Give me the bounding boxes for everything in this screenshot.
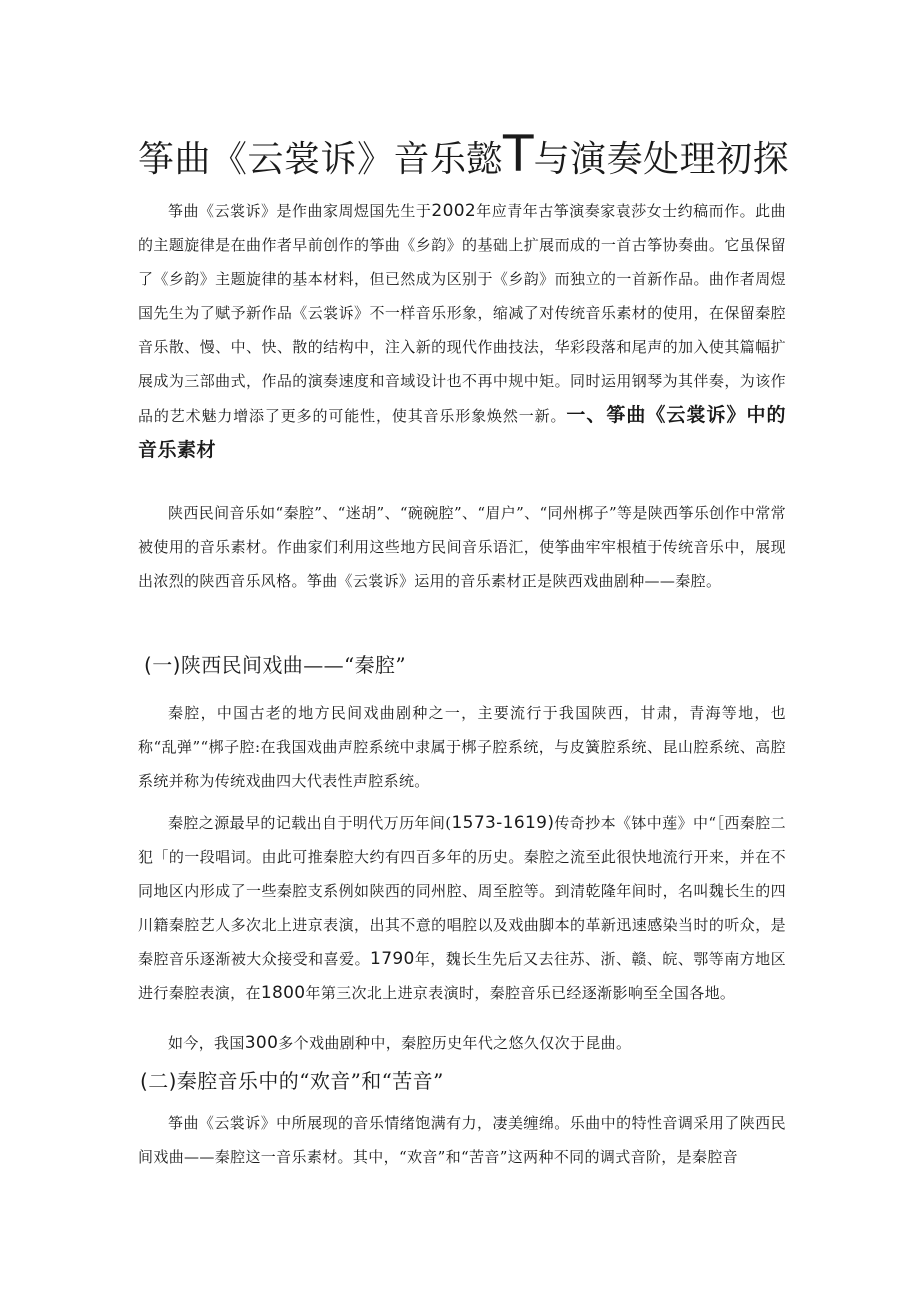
today-number: 300 bbox=[244, 1033, 279, 1053]
subsection-2-text: 筝曲《云裳诉》中所展现的音乐情绪饱满有力，凄美缠绵。乐曲中的特性音调采用了陕西民间戏曲——秦腔这一音乐素材。其中，“欢音”和“苦音”这两种不同的调式音阶，是秦腔音 bbox=[138, 1114, 786, 1166]
section-1-paragraph bbox=[138, 496, 786, 598]
history-year-1790: 1790 bbox=[370, 949, 415, 969]
subsection-2-title: 秦腔音乐中的“欢音”和“苦音” bbox=[176, 1069, 444, 1093]
subsection-2-label: (二) bbox=[140, 1069, 177, 1093]
title-part-1: 筝曲《云裳诉》音乐懿 bbox=[138, 139, 504, 180]
qinqiang-definition-text: 秦腔，中国古老的地方民间戏曲剧种之一，主要流行于我国陕西，甘肃，青海等地，也称“乱弹”“梆子腔:在我国戏曲声腔系统中隶属于梆子腔系统，与皮簧腔系统、昆山腔系统、高腔系统并称为传统戏曲四大代表性声腔系统。 bbox=[138, 704, 786, 790]
intro-year: 2002 bbox=[431, 201, 477, 221]
subsection-1-title: 陕西民间戏曲——“秦腔” bbox=[180, 653, 407, 677]
today-text-b: 多个戏曲剧种中，秦腔历史年代之悠久仅次于昆曲。 bbox=[278, 1034, 632, 1052]
subsection-2-heading bbox=[140, 1066, 444, 1096]
title-part-2: T bbox=[503, 125, 534, 183]
subsection-1-paragraph-2 bbox=[138, 806, 786, 1010]
subsection-1-paragraph-1 bbox=[138, 696, 786, 798]
today-text-a: 如今，我国 bbox=[168, 1034, 245, 1052]
section-1-text: 陕西民间音乐如“秦腔”、“迷胡”、“碗碗腔”、“眉户”、“同州梆子”等是陕西筝乐创作中常常被使用的音乐素材。作曲家们利用这些地方民间音乐语汇，使筝曲牢牢根植于传统音乐中，展现出浓烈的陕西音乐风格。筝曲《云裳诉》运用的音乐素材正是陕西戏曲剧种——秦腔。 bbox=[138, 504, 786, 590]
subsection-1-label: (一) bbox=[144, 653, 181, 677]
intro-text-a: 筝曲《云裳诉》是作曲家周煜国先生于 bbox=[168, 202, 432, 220]
subsection-2-paragraph-1 bbox=[138, 1106, 786, 1174]
document-title bbox=[138, 125, 838, 186]
section-1-heading: 一、筝曲《云裳诉》中的音乐素材 bbox=[138, 404, 786, 461]
history-text-d: 年第三次北上进京表演时，秦腔音乐已经逐渐影响至全国各地。 bbox=[305, 984, 736, 1002]
intro-paragraph bbox=[138, 194, 786, 468]
history-text-c: 年，魏长生先后又去往苏、浙、赣、皖、鄂等南方地区进行秦腔表演，在 bbox=[138, 950, 786, 1002]
subsection-1-paragraph-3 bbox=[138, 1026, 786, 1060]
history-years: 1573-1619) bbox=[451, 813, 555, 833]
subsection-1-heading bbox=[144, 650, 406, 680]
intro-text-b: 年应青年古筝演奏家袁莎女士约稿而作。此曲的主题旋律是在曲作者早前创作的筝曲《乡韵》的基础上扩展而成的一首古筝协奏曲。它虽保留了《乡韵》主题旋律的基本材料，但已然成为区别于《乡韵》而独立的一首新作品。曲作者周煜国先生为了赋予新作品《云裳诉》不一样音乐形象，缩减了对传统音乐素材的使用，在保留秦腔音乐散、慢、中、快、散的结构中，注入新的现代作曲技法，华彩段落和尾声的加入使其篇幅扩展成为三部曲式，作品的演奏速度和音域设计也不再中规中矩。同时运用钢琴为其伴奏，为该作品的艺术魅力增添了更多的可能性，使其音乐形象焕然一新。 bbox=[138, 202, 786, 425]
history-text-b: 传奇抄本《钵中莲》中“［西秦腔二犯「的一段唱词。由此可推秦腔大约有四百多年的历史。秦腔之流至此很快地流行开来，并在不同地区内形成了一些秦腔支系例如陕西的同州腔、周至腔等。到清乾隆年间时，名叫魏长生的四川籍秦腔艺人多次北上进京表演，出其不意的唱腔以及戏曲脚本的革新迅速感染当时的听众，是秦腔音乐逐渐被大众接受和喜爱。 bbox=[138, 814, 786, 968]
title-part-3: 与演奏处理初探 bbox=[533, 139, 790, 180]
history-year-1800: 1800 bbox=[260, 983, 306, 1003]
history-text-a: 秦腔之源最早的记载出自于明代万历年间( bbox=[168, 814, 452, 832]
